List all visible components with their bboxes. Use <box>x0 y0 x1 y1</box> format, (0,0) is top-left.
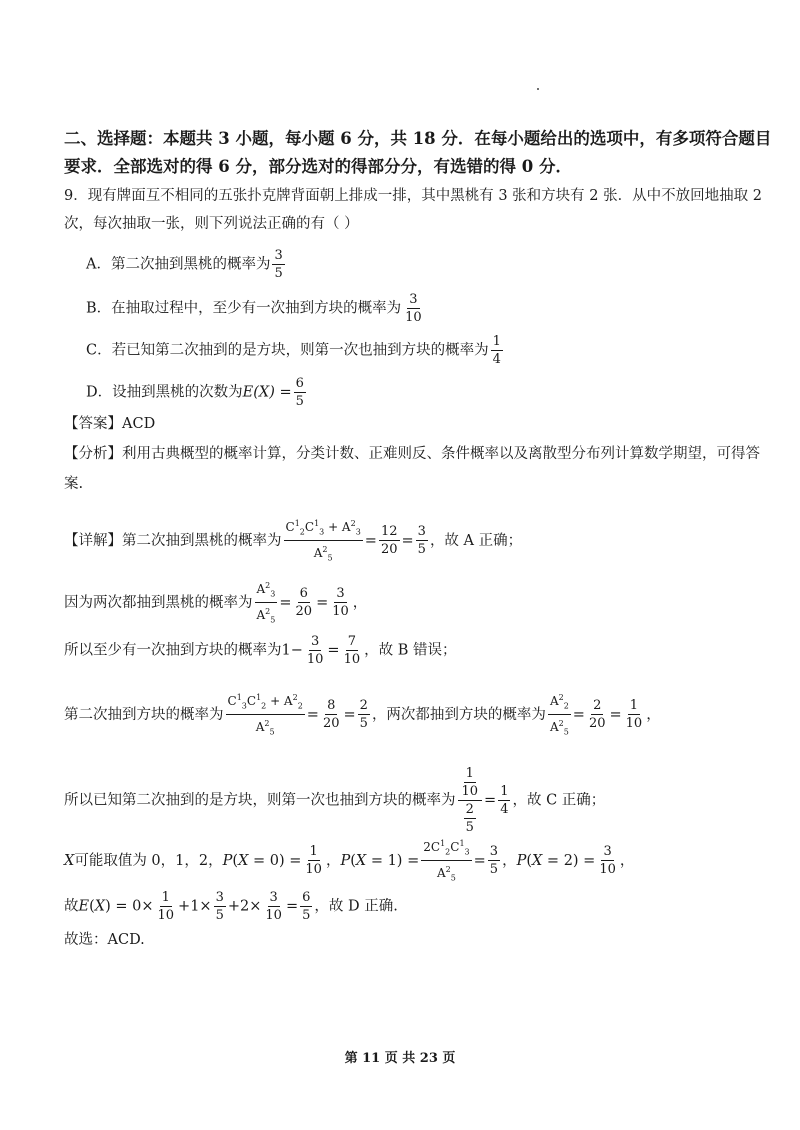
section-header-line1: 二、选择题：本题共 3 小题，每小题 6 分，共 18 分．在每小题给出的选项中，有多项符合题目 <box>64 129 772 148</box>
option-b-num: 3 <box>409 292 418 307</box>
detail-l6-frac-b: $\frac{2C^1_2C^1_3}{A^2_5}$ <box>421 836 471 886</box>
answer-line <box>64 414 155 434</box>
option-a-text: A．第二次抽到黑桃的概率为 <box>86 256 271 273</box>
option-d-den: 5 <box>295 394 304 409</box>
detail-l3-tail: ，故 B 错误； <box>364 642 457 659</box>
option-c-num: 1 <box>492 334 501 349</box>
question-stem-1: 现有牌面互不相同的五张扑克牌背面朝上排成一排，其中黑桃有 3 张和方块有 2 张．从中不放回地抽取 2 <box>87 188 762 204</box>
detail-l2-text: 因为两次都抽到黑桃的概率为 <box>64 594 253 611</box>
question-number: 9． <box>64 188 88 204</box>
detail-l7-frac-b: $\frac{3}{5}$ <box>215 890 224 923</box>
question-line1 <box>64 186 762 206</box>
detail-line3: 所以至少有一次抽到方块的概率为1− $\frac{3}{10}$ = $\frac{7}{10}$ ，故 B 错误； <box>64 634 457 667</box>
option-a-den: 5 <box>274 266 283 281</box>
detail-l3-frac-a: $\frac{3}{10}$ <box>306 634 324 667</box>
question-line2: 次，每次抽取一张，则下列说法正确的有（ ） <box>64 216 359 232</box>
detail-label: 【详解】 <box>64 532 122 549</box>
detail-l4-frac-f: $\frac{1}{10}$ <box>625 698 643 732</box>
analysis-text-1: 利用古典概型的概率计算，分类计数、正难则反、条件概率以及离散型分布列计算数学期望，可得答 <box>122 446 760 462</box>
detail-l6-frac-a: $\frac{1}{10}$ <box>305 844 322 878</box>
option-c-fraction <box>491 334 503 367</box>
option-d-num: 6 <box>295 376 304 391</box>
option-b-den: 10 <box>405 310 422 325</box>
detail-line2: 因为两次都抽到黑桃的概率为 $\frac{A^2_3}{A^2_5}$ = $\frac{6}{20}$ = $\frac{3}{10}$ ， <box>64 578 367 628</box>
detail-l4-frac-c: $\frac{2}{5}$ <box>359 698 368 732</box>
detail-l7-tail: ，故 D 正确. <box>314 898 398 915</box>
detail-l4-frac-d: $\frac{A^2_2}{A^2_5}$ <box>548 690 571 740</box>
detail-line6: X可能取值为 0，1，2，P(X = 0) = $\frac{1}{10}$ ，P(X = 1) = $\frac{2C^1_2C^1_3}{A^2_5}$ = $\frac{3}{5}$ ，P(X = 2) = $\frac{3}{10}$ ， <box>64 836 634 886</box>
detail-l5-nested-frac: $\frac{\frac{1}{10}}{\frac{2}{5}}$ <box>458 766 483 835</box>
option-d <box>86 376 308 409</box>
detail-l1-frac-c: $\frac{3}{5}$ <box>417 524 426 558</box>
detail-line7: 故E(X) = 0× $\frac{1}{10}$ +1× $\frac{3}{5}$ +2× $\frac{3}{10}$ = $\frac{6}{5}$ ，故 D 正确. <box>64 890 398 923</box>
option-d-fraction <box>294 376 306 409</box>
detail-l5-frac-b: $\frac{1}{4}$ <box>500 784 509 817</box>
detail-l1-frac-a: $\frac{C^1_2C^1_3 + A^2_3}{A^2_5}$ <box>284 516 363 566</box>
detail-line4: 第二次抽到方块的概率为 $\frac{C^1_3C^1_2 + A^2_2}{A^2_5}$ = $\frac{8}{20}$ = $\frac{2}{5}$ ，两次都抽到方块的概率为 $\frac{A^2_2}{A^2_5}$ = $\frac{2}{20}$ = $\frac{1}{10}$ ， <box>64 690 661 740</box>
detail-l1-text: 第二次抽到黑桃的概率为 <box>122 532 282 549</box>
detail-l2-frac-a: $\frac{A^2_3}{A^2_5}$ <box>255 578 278 628</box>
detail-l4-frac-b: $\frac{8}{20}$ <box>322 698 340 732</box>
detail-l7-frac-c: $\frac{3}{10}$ <box>265 890 282 923</box>
scan-dot <box>537 88 539 90</box>
detail-line5: 所以已知第二次抽到的是方块，则第一次也抽到方块的概率为 $\frac{\frac{1}{10}}{\frac{2}{5}}$ = $\frac{1}{4}$ ，故 C 正确； <box>64 766 606 835</box>
option-a <box>86 248 287 281</box>
option-a-num: 3 <box>274 248 283 263</box>
answer-label: 【答案】 <box>64 416 122 432</box>
detail-l4-frac-e: $\frac{2}{20}$ <box>588 698 606 732</box>
detail-l1-tail: ，故 A 正确； <box>429 532 523 549</box>
answer-value: ACD <box>122 416 156 432</box>
detail-l4-tail: ， <box>646 706 661 723</box>
detail-conclusion: 故选：ACD. <box>64 932 145 948</box>
detail-l7-text: 故 <box>64 898 79 915</box>
analysis-line1 <box>64 444 760 464</box>
detail-line1: 【详解】第二次抽到黑桃的概率为 $\frac{C^1_2C^1_3 + A^2_3}{A^2_5}$ = $\frac{12}{20}$ = $\frac{3}{5}$ ，故 A 正确； <box>64 516 522 566</box>
detail-l5-tail: ，故 C 正确； <box>512 792 606 809</box>
detail-l4-text: 第二次抽到方块的概率为 <box>64 706 224 723</box>
option-b-text: B．在抽取过程中，至少有一次抽到方块的概率为 <box>86 300 402 317</box>
page-footer: 第 11 页 共 23 页 <box>344 1051 456 1066</box>
option-b-fraction <box>403 292 424 325</box>
option-d-text: D．设抽到黑桃的次数为 <box>86 384 243 401</box>
detail-l2-frac-b: $\frac{6}{20}$ <box>295 586 313 620</box>
detail-l7-frac-d: $\frac{6}{5}$ <box>302 890 311 923</box>
option-a-fraction <box>272 248 284 281</box>
option-c-text: C．若已知第二次抽到的是方块，则第一次也抽到方块的概率为 <box>86 342 489 359</box>
detail-l2-frac-c: $\frac{3}{10}$ <box>332 586 349 620</box>
detail-l3-frac-b: $\frac{7}{10}$ <box>343 634 361 667</box>
detail-l6-text: 可能取值为 0，1，2， <box>74 852 223 869</box>
option-c <box>86 334 505 367</box>
detail-l6-frac-c: $\frac{3}{5}$ <box>489 844 499 878</box>
detail-l3-text: 所以至少有一次抽到方块的概率为 <box>64 642 282 659</box>
analysis-line2: 案. <box>64 476 84 492</box>
analysis-label: 【分析】 <box>64 446 122 462</box>
option-c-den: 4 <box>492 352 501 367</box>
section-header-line2: 要求．全部选对的得 6 分，部分选对的得部分分，有选错的得 0 分． <box>64 157 572 176</box>
detail-l4-mid: ，两次都抽到方块的概率为 <box>371 706 546 723</box>
detail-l5-text: 所以已知第二次抽到的是方块，则第一次也抽到方块的概率为 <box>64 792 456 809</box>
detail-l4-frac-a: $\frac{C^1_3C^1_2 + A^2_2}{A^2_5}$ <box>226 690 305 740</box>
option-b <box>86 292 426 325</box>
detail-l7-frac-a: $\frac{1}{10}$ <box>157 890 175 923</box>
detail-l1-frac-b: $\frac{12}{20}$ <box>380 524 398 558</box>
option-d-expr: E(X) = <box>242 384 292 401</box>
detail-l2-tail: ， <box>352 594 368 611</box>
detail-l6-frac-d: $\frac{3}{10}$ <box>599 844 616 878</box>
